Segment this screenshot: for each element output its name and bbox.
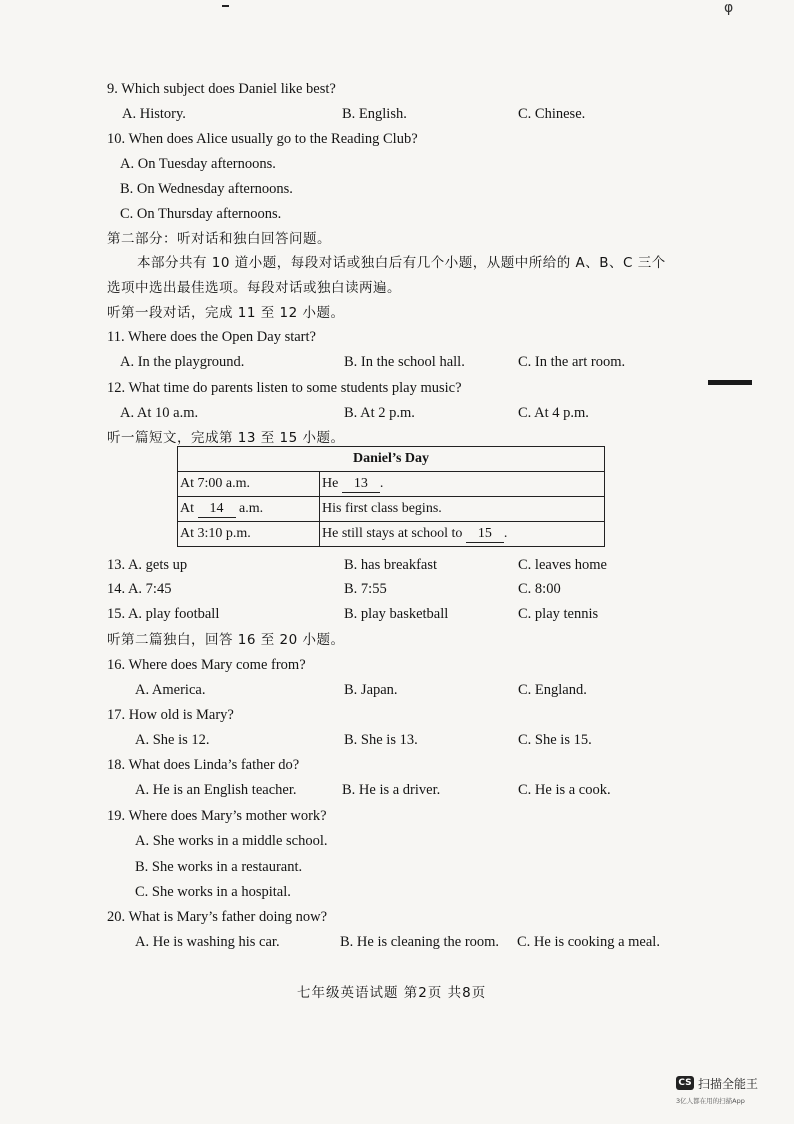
q12-option-a: A. At 10 a.m. bbox=[120, 405, 199, 421]
table-row bbox=[178, 522, 605, 547]
q16-option-c: C. England. bbox=[518, 682, 587, 698]
q12-option-b: B. At 2 p.m. bbox=[344, 405, 415, 421]
q19-option-b: B. She works in a restaurant. bbox=[135, 859, 303, 875]
part2-instruction-line2: 选项中选出最佳选项。每段对话或独白读两遍。 bbox=[107, 280, 401, 296]
q14-option-b: B. 7:55 bbox=[344, 581, 387, 597]
table-row bbox=[178, 472, 605, 497]
dialogue1-heading: 听第一段对话，完成 11 至 12 小题。 bbox=[107, 305, 345, 321]
table-time-1: At 7:00 a.m. bbox=[178, 472, 320, 497]
q11-option-b: B. In the school hall. bbox=[344, 354, 465, 370]
q11-option-c: C. In the art room. bbox=[518, 354, 626, 370]
q10-stem: 10. When does Alice usually go to the Reading Club? bbox=[107, 131, 418, 147]
camscanner-logo-icon: CS bbox=[676, 1076, 694, 1090]
q12-stem: 12. What time do parents listen to some students play music? bbox=[107, 380, 462, 396]
table-event-1: He 13 . bbox=[320, 472, 605, 497]
camscanner-tagline: 3亿人都在用的扫描App bbox=[676, 1097, 745, 1105]
table-time-2: At 14 a.m. bbox=[178, 497, 320, 522]
passage1-heading: 听一篇短文，完成第 13 至 15 小题。 bbox=[107, 430, 345, 446]
q20-stem: 20. What is Mary’s father doing now? bbox=[107, 909, 328, 925]
scan-mark-corner: φ bbox=[724, 0, 734, 16]
q18-option-c: C. He is a cook. bbox=[518, 782, 611, 798]
monologue2-heading: 听第二篇独白，回答 16 至 20 小题。 bbox=[107, 632, 345, 648]
q10-option-b: B. On Wednesday afternoons. bbox=[120, 181, 293, 197]
q20-option-b: B. He is cleaning the room. bbox=[340, 934, 500, 950]
q9-option-c: C. Chinese. bbox=[518, 106, 586, 122]
table-event-2: His first class begins. bbox=[320, 497, 605, 522]
table-row bbox=[178, 497, 605, 522]
q13-option-a: 13. A. gets up bbox=[107, 557, 188, 573]
q17-option-c: C. She is 15. bbox=[518, 732, 592, 748]
q15-option-a: 15. A. play football bbox=[107, 606, 220, 622]
camscanner-name: 扫描全能王 bbox=[698, 1077, 759, 1091]
page-footer: 七年级英语试题 第2页 共8页 bbox=[297, 985, 487, 1001]
table-time-3: At 3:10 p.m. bbox=[178, 522, 320, 547]
q18-option-b: B. He is a driver. bbox=[342, 782, 441, 798]
table-title: Daniel’s Day bbox=[178, 447, 605, 472]
q19-option-c: C. She works in a hospital. bbox=[135, 884, 291, 900]
q16-stem: 16. Where does Mary come from? bbox=[107, 657, 306, 673]
q15-option-b: B. play basketball bbox=[344, 606, 449, 622]
q13-option-b: B. has breakfast bbox=[344, 557, 438, 573]
q13-option-c: C. leaves home bbox=[518, 557, 607, 573]
q17-option-b: B. She is 13. bbox=[344, 732, 418, 748]
q16-option-b: B. Japan. bbox=[344, 682, 398, 698]
q19-stem: 19. Where does Mary’s mother work? bbox=[107, 808, 327, 824]
q12-option-c: C. At 4 p.m. bbox=[518, 405, 589, 421]
q9-option-b: B. English. bbox=[342, 106, 407, 122]
table-event-3: He still stays at school to 15 . bbox=[320, 522, 605, 547]
q11-option-a: A. In the playground. bbox=[120, 354, 245, 370]
q20-option-c: C. He is cooking a meal. bbox=[517, 934, 660, 950]
q16-option-a: A. America. bbox=[135, 682, 206, 698]
q17-stem: 17. How old is Mary? bbox=[107, 707, 234, 723]
blank-15[interactable]: 15 bbox=[466, 526, 504, 543]
q14-option-a: 14. A. 7:45 bbox=[107, 581, 172, 597]
q9-stem: 9. Which subject does Daniel like best? bbox=[107, 81, 336, 97]
blank-13[interactable]: 13 bbox=[342, 476, 380, 493]
q10-option-a: A. On Tuesday afternoons. bbox=[120, 156, 276, 172]
q19-option-a: A. She works in a middle school. bbox=[135, 833, 328, 849]
q20-option-a: A. He is washing his car. bbox=[135, 934, 280, 950]
q18-option-a: A. He is an English teacher. bbox=[135, 782, 297, 798]
q11-stem: 11. Where does the Open Day start? bbox=[107, 329, 316, 345]
q14-option-c: C. 8:00 bbox=[518, 581, 561, 597]
q10-option-c: C. On Thursday afternoons. bbox=[120, 206, 282, 222]
part2-heading: 第二部分：听对话和独白回答问题。 bbox=[107, 231, 331, 247]
q9-option-a: A. History. bbox=[122, 106, 186, 122]
q15-option-c: C. play tennis bbox=[518, 606, 599, 622]
q17-option-a: A. She is 12. bbox=[135, 732, 210, 748]
blank-14[interactable]: 14 bbox=[198, 501, 236, 518]
part2-instruction-line1: 本部分共有 10 道小题，每段对话或独白后有几个小题，从题中所给的 A、B、C 三个 bbox=[137, 255, 666, 271]
scan-mark-right bbox=[708, 380, 752, 385]
daniels-day-table bbox=[177, 446, 605, 547]
q18-stem: 18. What does Linda’s father do? bbox=[107, 757, 300, 773]
scan-mark-top bbox=[222, 5, 229, 7]
